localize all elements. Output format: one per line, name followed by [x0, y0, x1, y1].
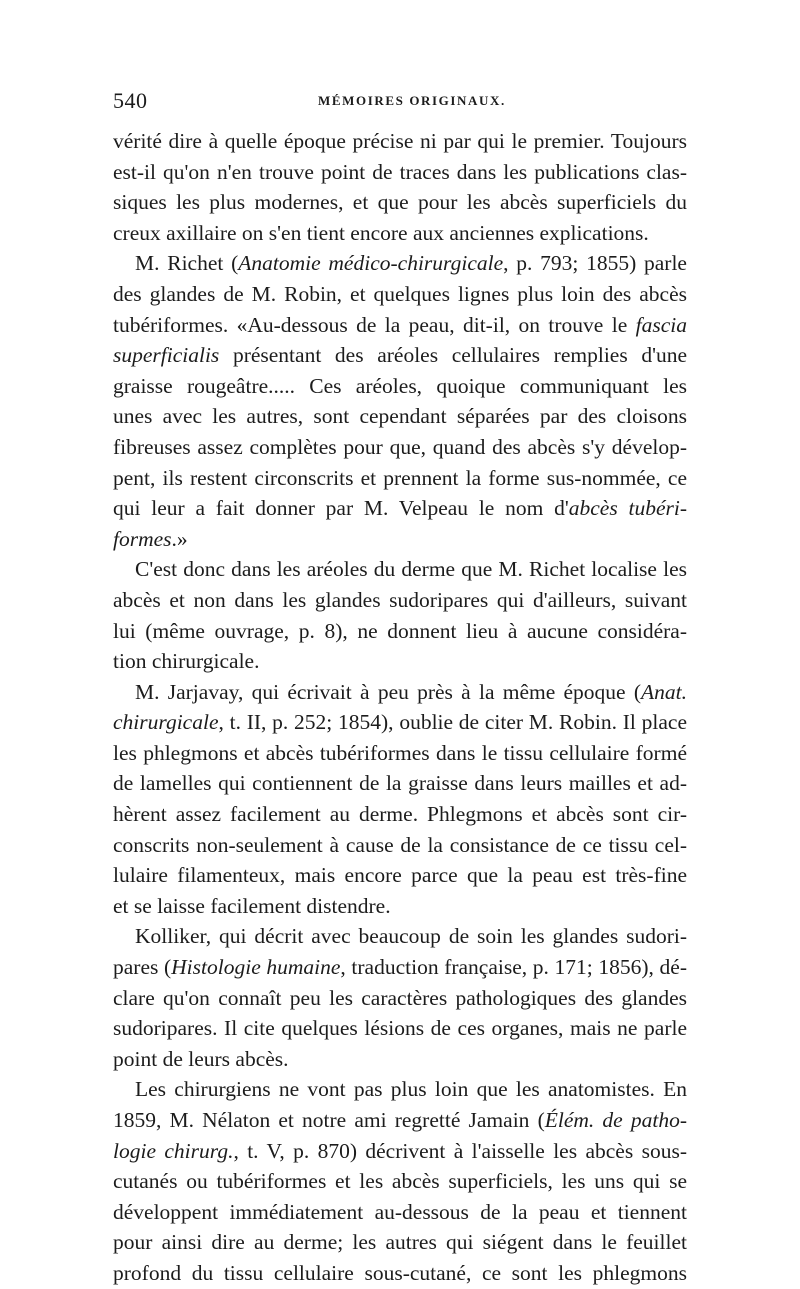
text-segment: siques les plus modernes, et que pour les abcès superficiels du — [113, 190, 687, 215]
text-segment: tubériformes. «Au-dessous de la peau, dit-il, on trouve le — [113, 312, 636, 337]
italic-text-segment: Anat. — [641, 679, 687, 704]
text-segment: profond du tissu cellulaire sous-cutané, ce sont les phlegmons — [113, 1260, 687, 1285]
text-segment: M. Richet ( — [135, 251, 239, 276]
text-line — [113, 952, 687, 983]
page-number: 540 — [113, 88, 148, 113]
italic-text-segment: chirurgicale — [113, 710, 219, 735]
italic-text-segment: Histologie humaine — [171, 955, 341, 980]
text-segment: graisse rougeâtre..... Ces aréoles, quoique communiquant les — [113, 373, 687, 398]
text-line — [113, 646, 687, 677]
text-segment: 1859, M. Nélaton et notre ami regretté Jamain ( — [113, 1108, 545, 1132]
text-segment: les phlegmons et abcès tubériformes dans le tissu cellulaire formé — [113, 740, 687, 765]
text-line — [113, 768, 687, 799]
text-segment: sudoripares. Il cite quelques lésions de ces organes, mais ne parle — [113, 1016, 687, 1041]
text-line — [113, 1166, 687, 1197]
running-head: MÉMOIRES ORIGINAUX. — [318, 93, 506, 108]
text-segment: Kolliker, qui décrit avec beaucoup de soin les glandes sudori- — [135, 924, 687, 949]
italic-text-segment: abcès tubéri- — [568, 496, 687, 521]
text-segment: clare qu'on connaît peu les caractères pathologiques des glandes — [113, 985, 687, 1010]
text-segment: , t. II, p. 252; 1854), oublie de citer M. Robin. Il place — [218, 710, 687, 735]
text-segment: présentant des aréoles cellulaires remplies d'une — [219, 343, 687, 368]
text-segment: pares ( — [113, 955, 172, 980]
text-line — [113, 585, 687, 616]
text-line — [113, 401, 687, 432]
text-line — [113, 830, 687, 861]
text-line — [113, 340, 687, 371]
text-line — [113, 891, 687, 922]
text-segment: point de leurs abcès. — [113, 1046, 289, 1071]
text-line — [113, 554, 687, 585]
text-line — [113, 463, 687, 494]
text-line — [113, 616, 687, 647]
text-line — [113, 157, 687, 188]
text-segment: abcès et non dans les glandes sudoripares qui d'ailleurs, suivant — [113, 587, 687, 612]
text-segment: pour ainsi dire au derme; les autres qui siégent dans le feuillet — [113, 1230, 687, 1255]
text-segment: qui leur a fait donner par M. Velpeau le nom d' — [113, 496, 569, 521]
text-segment: fibreuses assez complètes pour que, quand des abcès s'y dévelop- — [113, 434, 687, 459]
text-segment: développent immédiatement au-dessous de la peau et tiennent — [113, 1199, 687, 1224]
italic-text-segment: Élém. de patho- — [544, 1108, 687, 1132]
text-segment: de lamelles qui contiennent de la graisse dans leurs mailles et ad- — [113, 771, 687, 796]
text-segment: lui (même ouvrage, p. 8), ne donnent lieu à aucune considéra- — [113, 618, 687, 643]
text-line — [113, 371, 687, 402]
text-segment: des glandes de M. Robin, et quelques lignes plus loin des abcès — [113, 281, 687, 306]
text-segment: creux axillaire on s'en tient encore aux anciennes explications. — [113, 220, 649, 245]
italic-text-segment: Anatomie médico-chirurgicale — [238, 251, 504, 276]
text-line — [113, 126, 687, 157]
italic-text-segment: logie chirurg. — [113, 1138, 234, 1163]
italic-text-segment: formes — [113, 526, 172, 551]
text-segment: hèrent assez facilement au derme. Phlegmons et abcès sont cir- — [113, 802, 687, 827]
text-line — [113, 248, 687, 279]
text-segment: , traduction française, p. 171; 1856), dé- — [340, 955, 687, 980]
text-segment: C'est donc dans les aréoles du derme que M. Richet localise les — [135, 557, 687, 582]
text-segment: Les chirurgiens ne vont pas plus loin que les anatomistes. En — [135, 1077, 687, 1102]
text-segment: unes avec les autres, sont cependant séparées par des cloisons — [113, 404, 687, 429]
text-segment: et se laisse facilement distendre. — [113, 893, 391, 918]
text-segment: .» — [171, 526, 188, 551]
text-line — [113, 218, 687, 249]
text-segment: tion chirurgicale. — [113, 649, 260, 674]
text-segment: , p. 793; 1855) parle — [503, 251, 687, 276]
body-text — [113, 126, 687, 1289]
text-line — [113, 983, 687, 1014]
text-segment: cutanés ou tubériformes et les abcès superficiels, les uns qui se — [113, 1169, 687, 1194]
text-line — [113, 187, 687, 218]
text-line — [113, 921, 687, 952]
text-segment: est-il qu'on n'en trouve point de traces dans les publications clas- — [113, 159, 687, 184]
text-line — [113, 1197, 687, 1228]
text-segment: pent, ils restent circonscrits et prennent la forme sus-nommée, ce — [113, 465, 687, 490]
text-line — [113, 1074, 687, 1105]
text-line — [113, 738, 687, 769]
text-line — [113, 493, 687, 524]
text-line — [113, 1258, 687, 1289]
text-line — [113, 1136, 687, 1167]
text-line — [113, 1105, 687, 1136]
text-segment: , t. V, p. 870) décrivent à l'aisselle les abcès sous- — [233, 1138, 687, 1163]
italic-text-segment: fascia — [635, 312, 687, 337]
text-line — [113, 1013, 687, 1044]
text-line — [113, 860, 687, 891]
text-line — [113, 279, 687, 310]
text-segment: conscrits non-seulement à cause de la consistance de ce tissu cel- — [113, 832, 687, 857]
text-segment: M. Jarjavay, qui écrivait à peu près à la même époque ( — [135, 679, 642, 704]
text-line — [113, 1044, 687, 1075]
text-line — [113, 432, 687, 463]
text-line — [113, 1227, 687, 1258]
page-header — [113, 88, 687, 118]
text-line — [113, 310, 687, 341]
text-line — [113, 799, 687, 830]
text-segment: vérité dire à quelle époque précise ni par qui le premier. Toujours — [113, 129, 687, 153]
text-line — [113, 524, 687, 555]
text-segment: lulaire filamenteux, mais encore parce que la peau est très-fine — [113, 863, 687, 888]
text-line — [113, 707, 687, 738]
italic-text-segment: superficialis — [113, 343, 220, 368]
text-line — [113, 677, 687, 708]
